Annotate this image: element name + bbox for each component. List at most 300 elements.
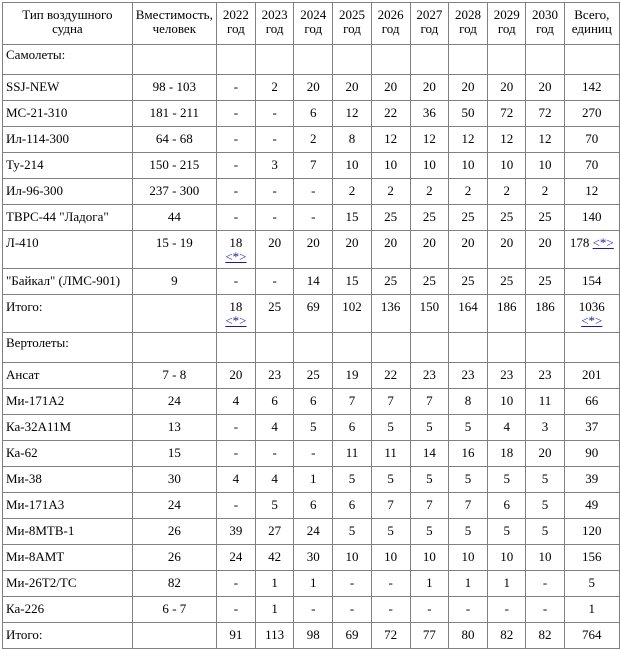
year-value-cell <box>255 467 293 493</box>
total-cell <box>564 441 619 467</box>
capacity-cell-text: 98 - 103 <box>152 79 196 94</box>
year-value-cell-text: - <box>233 419 239 434</box>
year-value-cell-text: 5 <box>271 497 278 512</box>
aircraft-name <box>3 415 133 441</box>
year-value-cell <box>526 571 564 597</box>
aircraft-name <box>3 597 133 623</box>
section-row <box>3 333 620 363</box>
summary-value-cell <box>526 295 564 333</box>
year-value-cell <box>255 545 293 571</box>
capacity-cell-text: 237 - 300 <box>149 183 200 198</box>
year-value-cell-text: 23 <box>422 367 436 382</box>
capacity-cell <box>132 493 216 519</box>
year-value-cell <box>255 75 293 101</box>
year-value-cell-text: 25 <box>538 273 552 288</box>
summary-value-cell <box>410 295 448 333</box>
year-value-cell <box>526 269 564 295</box>
year-value-cell <box>255 363 293 389</box>
year-value-cell-text: 11 <box>384 445 397 460</box>
header-cell: 2024 год <box>294 3 333 45</box>
year-value-cell-text: 10 <box>461 549 475 564</box>
year-value-cell-text: - <box>233 209 239 224</box>
total-cell <box>564 493 619 519</box>
year-value-cell-text: 25 <box>384 273 398 288</box>
header-cell: Всего, единиц <box>564 3 619 45</box>
capacity-cell <box>132 363 216 389</box>
total-cell-text: 178 <box>569 235 590 250</box>
year-value-cell-text: 10 <box>500 393 514 408</box>
section-title-text: Самолеты: <box>6 47 66 62</box>
year-value-cell <box>526 205 564 231</box>
year-value-cell <box>255 269 293 295</box>
capacity-cell-text: 26 <box>167 549 181 564</box>
aircraft-name <box>3 519 133 545</box>
aircraft-name-text: SSJ-NEW <box>6 79 60 94</box>
total-cell <box>564 389 619 415</box>
year-value-cell <box>216 571 255 597</box>
empty-cell <box>255 45 293 75</box>
year-value-cell <box>410 75 448 101</box>
year-value-cell-text: - <box>233 105 239 120</box>
year-value-cell-text: 5 <box>310 419 317 434</box>
year-value-cell <box>410 571 448 597</box>
capacity-cell <box>132 441 216 467</box>
summary-value-cell <box>333 295 371 333</box>
year-value-cell <box>371 519 410 545</box>
year-value-cell <box>333 179 371 205</box>
total-cell-text: 70 <box>585 131 599 146</box>
year-value-cell-text: 27 <box>268 523 282 538</box>
year-value-cell <box>216 101 255 127</box>
year-value-cell <box>488 205 526 231</box>
summary-value-cell-text: 164 <box>458 299 478 314</box>
aircraft-name-text: Ми-171А3 <box>6 497 65 512</box>
empty-cell <box>448 333 487 363</box>
year-value-cell-text: 5 <box>464 523 472 538</box>
table-row <box>3 441 620 467</box>
year-value-cell <box>371 467 410 493</box>
summary-label <box>3 623 133 649</box>
year-value-cell <box>410 269 448 295</box>
capacity-cell <box>132 269 216 295</box>
year-value-cell <box>333 441 371 467</box>
year-value-cell-text: 36 <box>422 105 436 120</box>
year-value-cell <box>371 571 410 597</box>
aircraft-name-text: ТВРС-44 "Ладога" <box>6 209 109 224</box>
year-value-cell-text: 11 <box>345 445 359 460</box>
year-value-cell <box>410 101 448 127</box>
year-value-cell-text: 5 <box>541 471 549 486</box>
year-value-cell-text: 16 <box>461 445 475 460</box>
capacity-cell <box>132 389 216 415</box>
year-value-cell <box>488 493 526 519</box>
year-value-cell-text: - <box>311 183 316 198</box>
year-value-cell-text: 12 <box>384 131 398 146</box>
year-value-cell <box>216 231 255 269</box>
year-value-cell-text: 24 <box>306 523 320 538</box>
year-value-cell <box>526 231 564 269</box>
summary-row <box>3 295 620 333</box>
year-value-cell <box>294 153 333 179</box>
total-cell-text: 39 <box>585 471 599 486</box>
year-value-cell <box>216 269 255 295</box>
year-value-cell-text: 25 <box>384 209 398 224</box>
total-cell-text: 140 <box>582 209 602 224</box>
capacity-cell-text: 181 - 211 <box>149 105 199 120</box>
capacity-cell-text: 24 <box>167 497 181 512</box>
year-value-cell-text: 15 <box>345 273 359 288</box>
year-value-cell-text: - <box>311 601 316 616</box>
aircraft-name <box>3 363 133 389</box>
summary-total-cell-text: 1036 <box>578 299 605 314</box>
year-value-cell <box>216 441 255 467</box>
table-row <box>3 205 620 231</box>
year-value-cell-text: 2 <box>271 79 278 94</box>
year-value-cell <box>371 415 410 441</box>
summary-value-cell-text: 82 <box>538 627 552 642</box>
year-value-cell <box>333 519 371 545</box>
year-value-cell-text: 25 <box>500 273 514 288</box>
year-value-cell-text: 4 <box>232 471 240 486</box>
total-cell <box>564 597 619 623</box>
year-value-cell <box>371 493 410 519</box>
year-value-cell-text: 25 <box>306 367 320 382</box>
empty-cell <box>488 333 526 363</box>
year-value-cell-text: 8 <box>464 393 472 408</box>
year-value-cell-text: 25 <box>461 273 475 288</box>
table-row <box>3 127 620 153</box>
year-value-cell-text: 72 <box>500 105 514 120</box>
year-value-cell-text: 20 <box>229 367 243 382</box>
year-value-cell <box>371 101 410 127</box>
year-value-cell-text: 12 <box>461 131 475 146</box>
year-value-cell <box>216 545 255 571</box>
year-value-cell-text: 20 <box>538 235 552 250</box>
total-cell <box>564 571 619 597</box>
empty-cell <box>132 333 216 363</box>
year-value-cell <box>255 441 293 467</box>
year-value-cell-text: - <box>272 131 277 146</box>
year-value-cell <box>488 231 526 269</box>
year-value-cell <box>294 127 333 153</box>
header-cell: 2023 год <box>255 3 293 45</box>
summary-value-cell-text: 69 <box>306 299 320 314</box>
aircraft-name <box>3 467 133 493</box>
year-value-cell <box>255 389 293 415</box>
year-value-cell <box>371 363 410 389</box>
year-value-cell-text: 20 <box>384 235 398 250</box>
aircraft-name-text: Л-410 <box>6 235 39 250</box>
summary-value-cell-text: 77 <box>422 627 436 642</box>
header-cell: 2029 год <box>488 3 526 45</box>
capacity-cell-text: 15 - 19 <box>155 235 193 250</box>
summary-value-cell <box>488 295 526 333</box>
year-value-cell <box>216 153 255 179</box>
summary-label-text: Итого: <box>6 299 43 314</box>
aircraft-name-text: Ми-8АМТ <box>6 549 65 564</box>
total-cell <box>564 519 619 545</box>
year-value-cell-text: 20 <box>461 79 475 94</box>
capacity-cell-text: 64 - 68 <box>155 131 193 146</box>
year-value-cell <box>294 571 333 597</box>
year-value-cell-text: 14 <box>422 445 436 460</box>
summary-value-cell <box>448 295 487 333</box>
empty-cell <box>333 333 371 363</box>
table-row <box>3 153 620 179</box>
year-value-cell <box>448 415 487 441</box>
year-value-cell-text: 10 <box>422 157 436 172</box>
year-value-cell-text: - <box>465 601 471 616</box>
summary-value-cell-text: 102 <box>342 299 362 314</box>
year-value-cell-text: 20 <box>306 235 320 250</box>
year-value-cell <box>371 231 410 269</box>
total-cell <box>564 101 619 127</box>
empty-cell <box>294 45 333 75</box>
year-value-cell-text: 20 <box>500 79 514 94</box>
year-value-cell-text: 2 <box>426 183 433 198</box>
capacity-cell <box>132 179 216 205</box>
year-value-cell-text: 10 <box>500 549 514 564</box>
year-value-cell <box>488 101 526 127</box>
year-value-cell-text: 18 <box>500 445 514 460</box>
aircraft-name <box>3 389 133 415</box>
year-value-cell <box>410 389 448 415</box>
empty-cell <box>216 333 255 363</box>
summary-value-cell <box>371 295 410 333</box>
empty-cell <box>488 45 526 75</box>
total-cell-text: 66 <box>585 393 599 408</box>
year-value-cell <box>448 269 487 295</box>
capacity-cell <box>132 597 216 623</box>
year-value-cell <box>294 415 333 441</box>
total-cell <box>564 75 619 101</box>
year-value-cell-text: 25 <box>500 209 514 224</box>
year-value-cell <box>333 205 371 231</box>
capacity-cell <box>132 153 216 179</box>
year-value-cell <box>488 415 526 441</box>
header-cell: Вместимость, человек <box>132 3 216 45</box>
year-value-cell <box>294 597 333 623</box>
empty-cell <box>526 45 564 75</box>
year-value-cell-text: - <box>349 575 355 590</box>
year-value-cell-text: 6 <box>310 497 317 512</box>
year-value-cell <box>448 231 487 269</box>
year-value-cell <box>371 75 410 101</box>
year-value-cell-text: 6 <box>310 105 317 120</box>
year-value-cell-text: - <box>272 183 277 198</box>
capacity-cell <box>132 205 216 231</box>
section-title <box>3 45 133 75</box>
section-title-text: Вертолеты: <box>6 335 69 350</box>
year-value-cell <box>448 363 487 389</box>
summary-value-cell-text: 18 <box>229 299 243 314</box>
total-cell <box>564 205 619 231</box>
year-value-cell-text: 3 <box>541 419 549 434</box>
header-cell: 2030 год <box>526 3 564 45</box>
total-cell <box>564 153 619 179</box>
year-value-cell-text: 1 <box>271 575 278 590</box>
year-value-cell-text: 7 <box>348 393 356 408</box>
year-value-cell-text: 4 <box>232 393 240 408</box>
year-value-cell <box>488 545 526 571</box>
year-value-cell-text: 20 <box>422 79 436 94</box>
summary-value-cell <box>216 295 255 333</box>
year-value-cell <box>294 467 333 493</box>
year-value-cell <box>526 597 564 623</box>
empty-cell <box>526 333 564 363</box>
year-value-cell <box>526 441 564 467</box>
year-value-cell <box>294 545 333 571</box>
year-value-cell <box>255 571 293 597</box>
year-value-cell <box>371 441 410 467</box>
summary-value-cell-text: 186 <box>535 299 555 314</box>
year-value-cell-text: 23 <box>538 367 552 382</box>
year-value-cell <box>371 545 410 571</box>
empty-cell <box>255 333 293 363</box>
year-value-cell <box>216 493 255 519</box>
table-row <box>3 493 620 519</box>
year-value-cell <box>488 467 526 493</box>
empty-cell <box>371 333 410 363</box>
year-value-cell <box>294 75 333 101</box>
year-value-cell <box>526 389 564 415</box>
year-value-cell <box>410 493 448 519</box>
year-value-cell <box>216 519 255 545</box>
aircraft-name-text: Ил-96-300 <box>6 183 64 198</box>
capacity-cell-text: 15 <box>167 445 181 460</box>
year-value-cell-text: 18 <box>229 235 243 250</box>
year-value-cell-text: - <box>427 601 432 616</box>
year-value-cell <box>448 467 487 493</box>
year-value-cell-text: 20 <box>461 235 475 250</box>
total-cell-text: 154 <box>582 273 602 288</box>
year-value-cell <box>294 493 333 519</box>
summary-value-cell <box>294 623 333 649</box>
year-value-cell-text: 4 <box>271 419 278 434</box>
year-value-cell <box>410 127 448 153</box>
year-value-cell-text: 5 <box>387 419 394 434</box>
total-cell <box>564 415 619 441</box>
year-value-cell <box>255 127 293 153</box>
empty-cell <box>333 45 371 75</box>
year-value-cell-text: 20 <box>422 235 436 250</box>
year-value-cell-text: 6 <box>348 419 356 434</box>
year-value-cell <box>294 269 333 295</box>
aircraft-name <box>3 545 133 571</box>
year-value-cell-text: 25 <box>422 273 436 288</box>
footnote-link[interactable]: <*> <box>225 313 247 328</box>
year-value-cell-text: 5 <box>541 497 549 512</box>
year-value-cell <box>526 467 564 493</box>
summary-value-cell-text: 98 <box>306 627 320 642</box>
year-value-cell-text: - <box>272 273 277 288</box>
year-value-cell <box>371 389 410 415</box>
empty-cell <box>132 295 216 333</box>
year-value-cell-text: - <box>233 183 239 198</box>
year-value-cell-text: 23 <box>500 367 514 382</box>
year-value-cell <box>410 519 448 545</box>
year-value-cell <box>294 179 333 205</box>
aircraft-name <box>3 231 133 269</box>
year-value-cell-text: 7 <box>464 497 472 512</box>
year-value-cell-text: 1 <box>426 575 433 590</box>
header-cell: 2025 год <box>333 3 371 45</box>
year-value-cell-text: 10 <box>345 157 359 172</box>
year-value-cell <box>216 75 255 101</box>
year-value-cell <box>255 101 293 127</box>
table-row <box>3 519 620 545</box>
year-value-cell-text: 30 <box>306 549 320 564</box>
capacity-cell-text: 82 <box>167 575 181 590</box>
year-value-cell-text: 5 <box>348 471 356 486</box>
year-value-cell <box>255 597 293 623</box>
summary-value-cell-text: 186 <box>496 299 517 314</box>
year-value-cell <box>448 519 487 545</box>
capacity-cell <box>132 415 216 441</box>
year-value-cell <box>448 127 487 153</box>
footnote-link[interactable]: <*> <box>225 249 247 264</box>
year-value-cell <box>410 153 448 179</box>
year-value-cell-text: - <box>311 445 316 460</box>
capacity-cell-text: 44 <box>167 209 181 224</box>
year-value-cell <box>448 205 487 231</box>
total-cell-text: 90 <box>585 445 599 460</box>
aircraft-name-text: МС-21-310 <box>6 105 68 120</box>
empty-cell <box>371 45 410 75</box>
capacity-cell-text: 150 - 215 <box>149 157 200 172</box>
year-value-cell <box>294 389 333 415</box>
total-cell-text: 12 <box>585 183 599 198</box>
year-value-cell <box>216 205 255 231</box>
empty-cell <box>448 45 487 75</box>
year-value-cell <box>526 127 564 153</box>
year-value-cell <box>410 205 448 231</box>
capacity-cell <box>132 545 216 571</box>
year-value-cell <box>294 101 333 127</box>
year-value-cell-text: - <box>272 105 277 120</box>
year-value-cell <box>216 415 255 441</box>
year-value-cell <box>448 75 487 101</box>
year-value-cell <box>448 101 487 127</box>
empty-cell <box>564 45 619 75</box>
empty-cell <box>132 623 216 649</box>
capacity-cell-text: 7 - 8 <box>162 367 187 382</box>
total-cell <box>564 269 619 295</box>
year-value-cell-text: 2 <box>348 183 356 198</box>
year-value-cell <box>488 269 526 295</box>
summary-label-text: Итого: <box>6 627 43 642</box>
year-value-cell <box>216 127 255 153</box>
year-value-cell <box>448 571 487 597</box>
year-value-cell <box>333 545 371 571</box>
year-value-cell-text: 19 <box>345 367 359 382</box>
year-value-cell-text: 7 <box>426 497 433 512</box>
aircraft-name <box>3 75 133 101</box>
year-value-cell <box>488 441 526 467</box>
table-row <box>3 75 620 101</box>
table-row <box>3 545 620 571</box>
table-row <box>3 179 620 205</box>
footnote-link[interactable]: <*> <box>581 313 603 328</box>
footnote-link[interactable]: <*> <box>592 235 614 250</box>
total-cell <box>564 127 619 153</box>
year-value-cell-text: 12 <box>538 131 552 146</box>
year-value-cell <box>526 493 564 519</box>
year-value-cell <box>410 179 448 205</box>
year-value-cell-text: 20 <box>384 79 398 94</box>
year-value-cell-text: 5 <box>387 471 394 486</box>
year-value-cell-text: 5 <box>348 523 356 538</box>
